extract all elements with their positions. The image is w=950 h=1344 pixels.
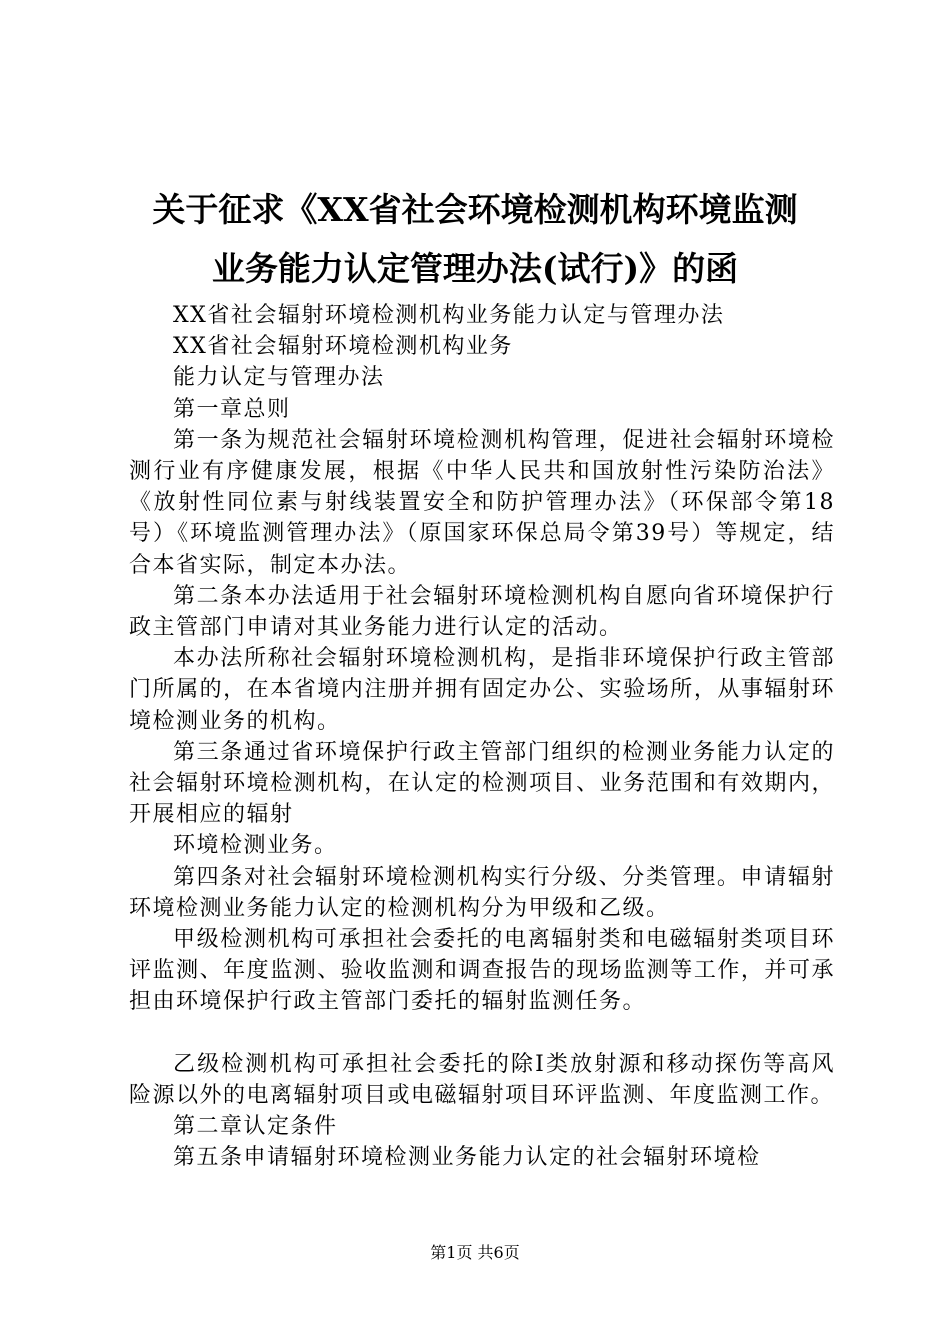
chapter-heading: 第一章总则 <box>173 396 291 422</box>
document-title-line-1: 关于征求《XX省社会环境检测机构环境监测 <box>152 190 798 229</box>
document-body <box>129 300 835 1173</box>
paragraph: 第五条申请辐射环境检测业务能力认定的社会辐射环境检 <box>173 1145 761 1171</box>
paragraph: 第一条为规范社会辐射环境检测机构管理，促进社会辐射环境检测行业有序健康发展，根据《中华人民共和国放射性污染防治法》《放射性同位素与射线装置安全和防护管理办法》（环保部令第18号）《环境监测管理办法》（原国家环保总局令第39号）等规定，结合本省实际，制定本办法。 <box>129 427 835 578</box>
paragraph: XX省社会辐射环境检测机构业务能力认定与管理办法 <box>173 303 725 328</box>
paragraph-gap <box>129 1018 835 1049</box>
document-title-line-2: 业务能力认定管理办法(试行)》的函 <box>211 249 739 288</box>
paragraph: 乙级检测机构可承担社会委托的除Ⅰ类放射源和移动探伤等高风险源以外的电离辐射项目或电磁辐射项目环评监测、年度监测工作。 <box>129 1051 835 1108</box>
paragraph: 第四条对社会辐射环境检测机构实行分级、分类管理。申请辐射环境检测业务能力认定的检测机构分为甲级和乙级。 <box>129 864 835 921</box>
paragraph: 能力认定与管理办法 <box>173 365 385 391</box>
paragraph: 本办法所称社会辐射环境检测机构，是指非环境保护行政主管部门所属的，在本省境内注册并拥有固定办公、实验场所，从事辐射环境检测业务的机构。 <box>129 646 835 734</box>
paragraph: 环境检测业务。 <box>173 833 338 859</box>
page-footer: 第1页 共6页 <box>430 1243 520 1262</box>
paragraph: 甲级检测机构可承担社会委托的电离辐射类和电磁辐射类项目环评监测、年度监测、验收监测和调查报告的现场监测等工作，并可承担由环境保护行政主管部门委托的辐射监测任务。 <box>129 927 835 1015</box>
paragraph: XX省社会辐射环境检测机构业务 <box>173 334 513 360</box>
chapter-heading: 第二章认定条件 <box>173 1114 338 1140</box>
paragraph: 第二条本办法适用于社会辐射环境检测机构自愿向省环境保护行政主管部门申请对其业务能力进行认定的活动。 <box>129 583 835 641</box>
paragraph: 第三条通过省环境保护行政主管部门组织的检测业务能力认定的社会辐射环境检测机构，在认定的检测项目、业务范围和有效期内，开展相应的辐射 <box>129 739 835 828</box>
